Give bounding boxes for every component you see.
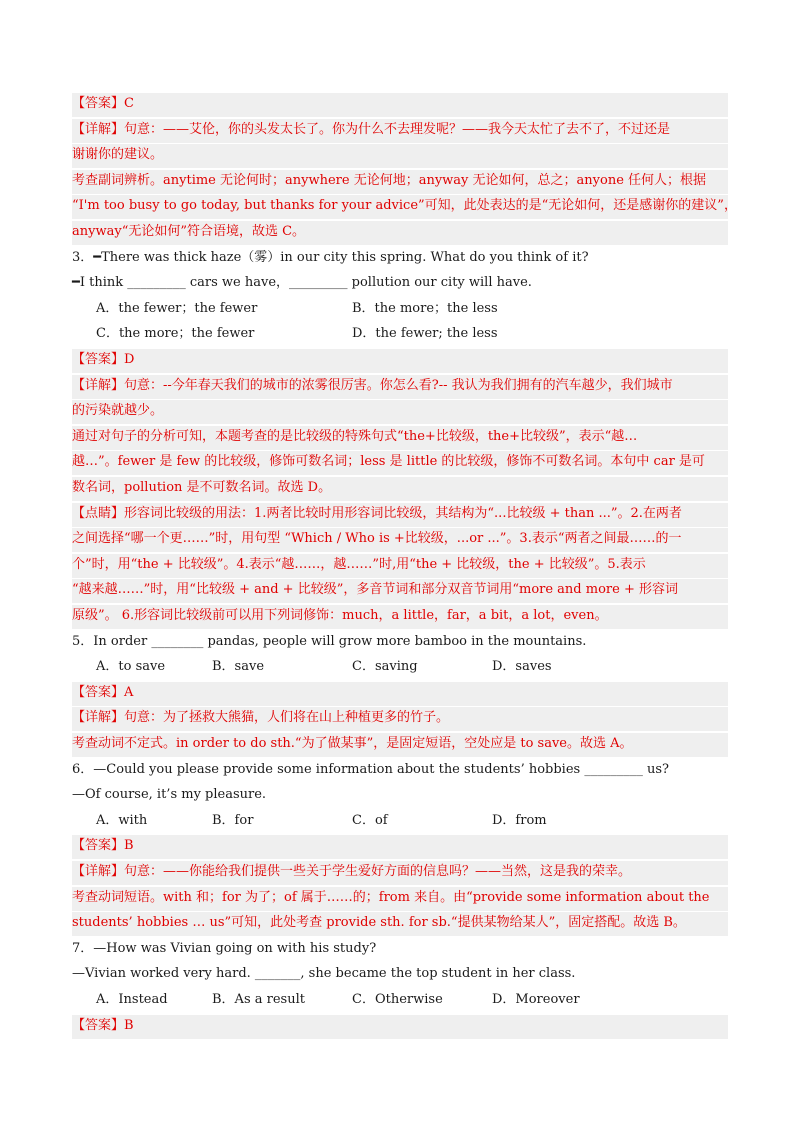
question-line: 7．—How was Vivian going on with his study? xyxy=(72,941,377,956)
answer-option: A．the fewer；the fewer xyxy=(96,301,258,316)
answer-option: B．for xyxy=(212,813,254,828)
answer-explanation-line: 考查动词不定式。in order to do sth.“为了做某事”，是固定短语，空处应是 to save。故选 A。 xyxy=(72,733,728,757)
answer-explanation-line: 数名词，pollution 是不可数名词。故选 D。 xyxy=(72,477,728,501)
answer-option: B．save xyxy=(212,659,265,674)
answer-explanation-line: 谢谢你的建议。 xyxy=(72,144,728,168)
answer-explanation-line: 个”时，用“the + 比较级”。4.表示“越……，越……”时,用“the + 比较级，the + 比较级”。5.表示 xyxy=(72,554,728,578)
answer-option: D．from xyxy=(492,813,547,828)
answer-explanation-line: “I'm too busy to go today, but thanks for your advice”可知，此处表达的是“无论如何，还是感谢你的建议”， xyxy=(72,195,728,219)
answer-option: C．the more；the fewer xyxy=(96,326,255,341)
answer-explanation-line: students’ hobbies … us”可知，此处考查 provide sth. for sb.“提供某物给某人”，固定搭配。故选 B。 xyxy=(72,912,728,936)
answer-option: D．saves xyxy=(492,659,552,674)
answer-explanation-line: 通过对句子的分析可知，本题考查的是比较级的特殊句式“the+比较级，the+比较级”，表示“越… xyxy=(72,426,728,450)
answer-explanation-line: 越…”。fewer 是 few 的比较级，修饰可数名词；less 是 little 的比较级，修饰不可数名词。本句中 car 是可 xyxy=(72,451,728,475)
answer-explanation-line: 【答案】B xyxy=(72,1015,728,1039)
answer-explanation-line: 之间选择“哪一个更……”时，用句型 “Which / Who is +比较级，...or ...”。3.表示“两者之间最……的一 xyxy=(72,528,728,552)
answer-option: C．Otherwise xyxy=(352,992,443,1007)
question-line: —Of course, it’s my pleasure. xyxy=(72,787,267,802)
answer-option: A．to save xyxy=(96,659,166,674)
answer-explanation-line: “越来越……”时，用“比较级 + and + 比较级”，多音节词和部分双音节词用“more and more + 形容词 xyxy=(72,579,728,603)
answer-explanation-line: 【点睛】形容词比较级的用法：1.两者比较时用形容词比较级，其结构为“...比较级 + than ...”。2.在两者 xyxy=(72,503,728,527)
answer-explanation-line: 【详解】句意：——你能给我们提供一些关于学生爱好方面的信息吗？——当然，这是我的荣幸。 xyxy=(72,861,728,885)
question-line: 6．—Could you please provide some information about the students’ hobbies _________ us? xyxy=(72,762,669,777)
answer-explanation-line: 原级”。 6.形容词比较级前可以用下列词修饰：much，a little，far，a bit，a lot，even。 xyxy=(72,605,728,629)
answer-option: C．of xyxy=(352,813,388,828)
answer-explanation-line: anyway“无论如何”符合语境，故选 C。 xyxy=(72,221,728,245)
answer-explanation-line: 【详解】句意：--今年春天我们的城市的浓雾很厉害。你怎么看?-- 我认为我们拥有的汽车越少，我们城市 xyxy=(72,375,728,399)
answer-explanation-line: 的污染就越少。 xyxy=(72,400,728,424)
answer-option: A．with xyxy=(96,813,148,828)
answer-option: B．As a result xyxy=(212,992,305,1007)
answer-option: D．Moreover xyxy=(492,992,580,1007)
question-line: ━I think _________ cars we have，_________ pollution our city will have. xyxy=(72,275,532,290)
answer-option: B．the more；the less xyxy=(352,301,498,316)
answer-explanation-line: 【答案】C xyxy=(72,93,728,117)
answer-explanation-line: 考查副词辨析。anytime 无论何时；anywhere 无论何地；anyway 无论如何，总之；anyone 任何人；根据 xyxy=(72,170,728,194)
question-line: 5．In order ________ pandas, people will grow more bamboo in the mountains. xyxy=(72,634,587,649)
answer-explanation-line: 【答案】A xyxy=(72,682,728,706)
answer-explanation-line: 【详解】句意：——艾伦，你的头发太长了。你为什么不去理发呢？——我今天太忙了去不了，不过还是 xyxy=(72,119,728,143)
answer-option: A．Instead xyxy=(96,992,168,1007)
answer-explanation-line: 【答案】D xyxy=(72,349,728,373)
answer-explanation-line: 【详解】句意：为了拯救大熊猫，人们将在山上种植更多的竹子。 xyxy=(72,707,728,731)
question-line: 3．━There was thick haze（雾）in our city this spring. What do you think of it? xyxy=(72,250,589,265)
question-line: —Vivian worked very hard. _______, she became the top student in her class. xyxy=(72,966,576,981)
answer-explanation-line: 【答案】B xyxy=(72,835,728,859)
answer-option: C．saving xyxy=(352,659,418,674)
answer-explanation-line: 考查动词短语。with 和；for 为了；of 属于……的；from 来自。由“provide some information about the xyxy=(72,887,728,911)
answer-option: D．the fewer; the less xyxy=(352,326,498,341)
